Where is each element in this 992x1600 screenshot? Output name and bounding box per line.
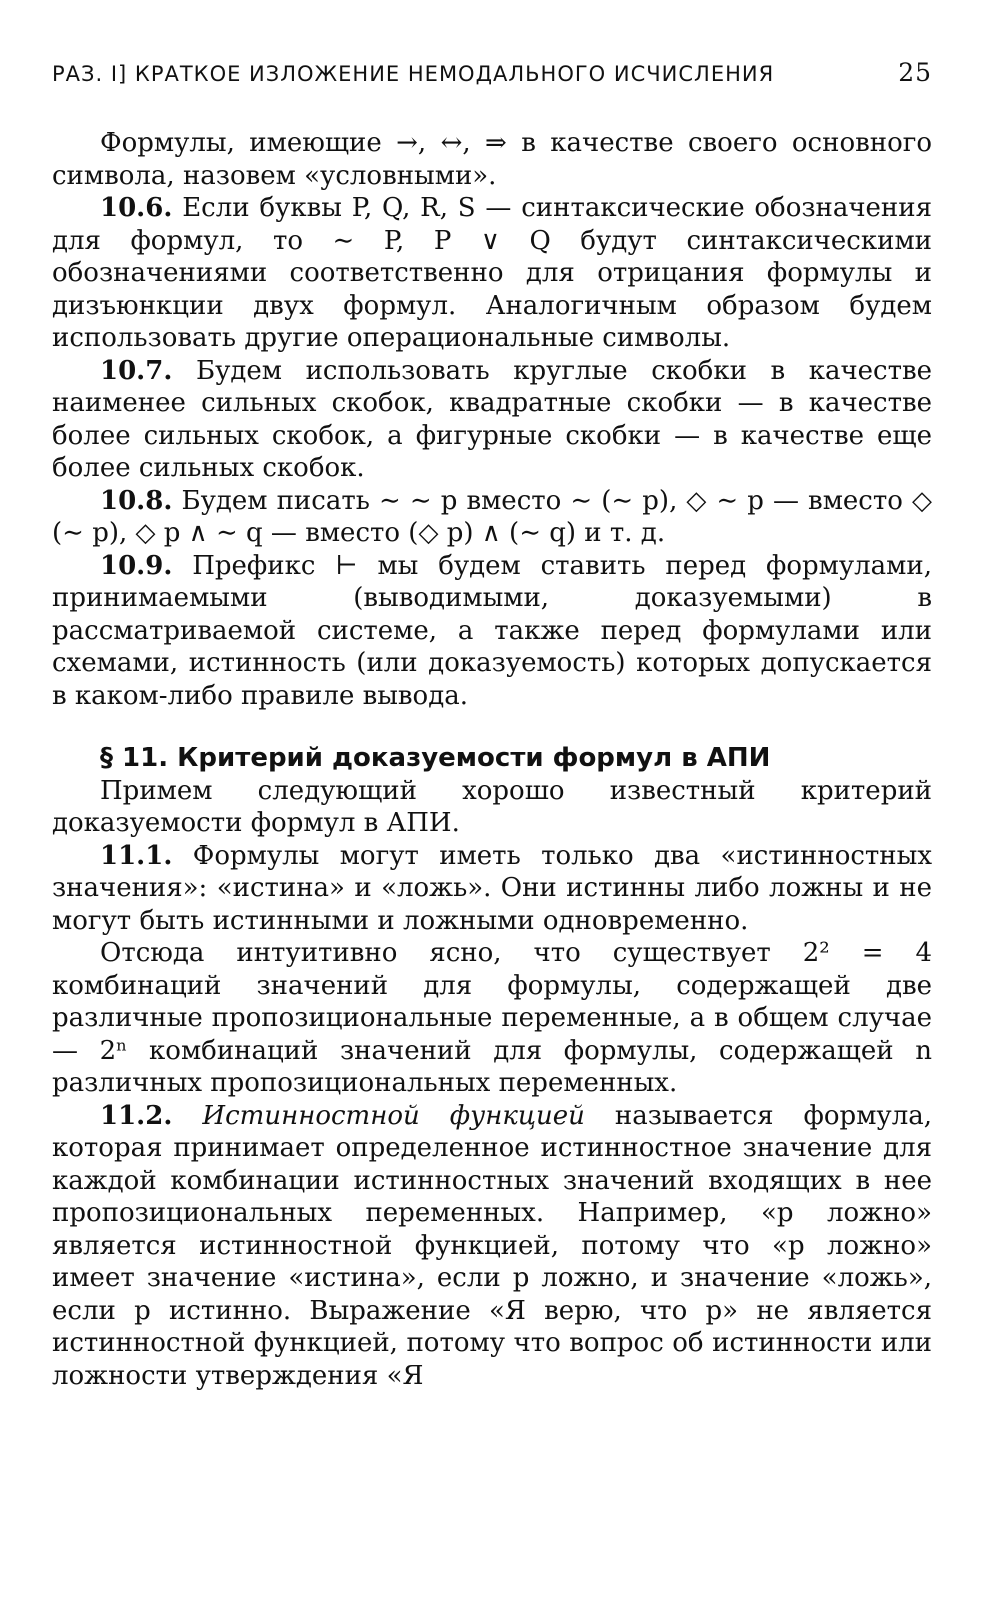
paragraph-text: Префикс ⊢ мы будем ставить перед формулами, принимаемыми (выводимыми, доказуемыми) в рассматриваемой системе, а также перед формулами или схемами, истинность (или доказуемость) которых допускается в каком-либо правиле вывода.: [52, 550, 932, 711]
section-heading: § 11. Критерий доказуемости формул в АПИ: [100, 743, 771, 773]
book-page: [52, 58, 932, 1392]
paragraph-text: Будем писать ∼ ∼ p вместо ∼ (∼ p), ◇ ∼ p — вместо ◇ (∼ p), ◇ p ∧ ∼ q — вместо (◇ p) ∧ (∼ q) и т. д.: [52, 485, 932, 548]
item-number: 10.9.: [100, 550, 173, 581]
item-number: 10.8.: [100, 485, 173, 516]
item-number: 11.1.: [100, 840, 173, 871]
running-title: РАЗ. I] КРАТКОЕ ИЗЛОЖЕНИЕ НЕМОДАЛЬНОГО ИСЧИСЛЕНИЯ: [52, 62, 775, 86]
term-italic: Истинностной функцией: [172, 1100, 585, 1131]
running-head: [52, 58, 932, 87]
paragraph-combinations: Отсюда интуитивно ясно, что существует 2² = 4 комбинаций значений для формулы, содержащей две различные пропозициональные переменные, а в общем случае — 2ⁿ комбинаций значений для формулы, содержащей n различных пропозициональных переменных.: [52, 938, 932, 1098]
paragraph-11-2: [52, 1100, 932, 1393]
paragraph-11-1: [52, 840, 932, 938]
paragraph-text: называется формула, которая принимает определенное истинностное значение для каждой комбинации истинностных значений входящих в нее пропозициональных переменных. Например, «p ложно» является истинностной функцией, потому что «p ложно» имеет значение «истина», если p ложно, и значение «ложь», если p истинно. Выражение «Я верю, что p» не является истинностной функцией, потому что вопрос об истинности или ложности утверждения «Я: [52, 1100, 932, 1391]
section-intro: Примем следующий хорошо известный критерий доказуемости формул в АПИ.: [52, 775, 932, 838]
paragraph-text: Если буквы P, Q, R, S — синтаксические обозначения для формул, то ∼ P, P ∨ Q будут синтаксическими обозначениями соответственно для отрицания формулы и дизъюнкции двух формул. Аналогичным образом будем использовать другие операциональные символы.: [52, 193, 932, 353]
item-number: 11.2.: [100, 1100, 173, 1131]
item-number: 10.6.: [100, 193, 173, 223]
paragraph-10-7: [52, 355, 932, 485]
paragraph-10-8: [52, 485, 932, 550]
paragraph-text: Будем использовать круглые скобки в качестве наименее сильных скобок, квадратные скобки — в качестве более сильных скобок, а фигурные скобки — в качестве еще более сильных скобок.: [52, 355, 932, 483]
paragraph-text: Формулы могут иметь только два «истинностных значения»: «истина» и «ложь». Они истинны либо ложны и не могут быть истинными и ложными одновременно.: [52, 840, 932, 936]
paragraph-10-6: [52, 192, 932, 355]
page-number: 25: [898, 58, 932, 87]
item-number: 10.7.: [100, 355, 173, 386]
paragraph-10-9: [52, 550, 932, 713]
paragraph-conditional-formulas: Формулы, имеющие →, ↔, ⇒ в качестве своего основного символа, назовем «условными».: [52, 128, 932, 191]
